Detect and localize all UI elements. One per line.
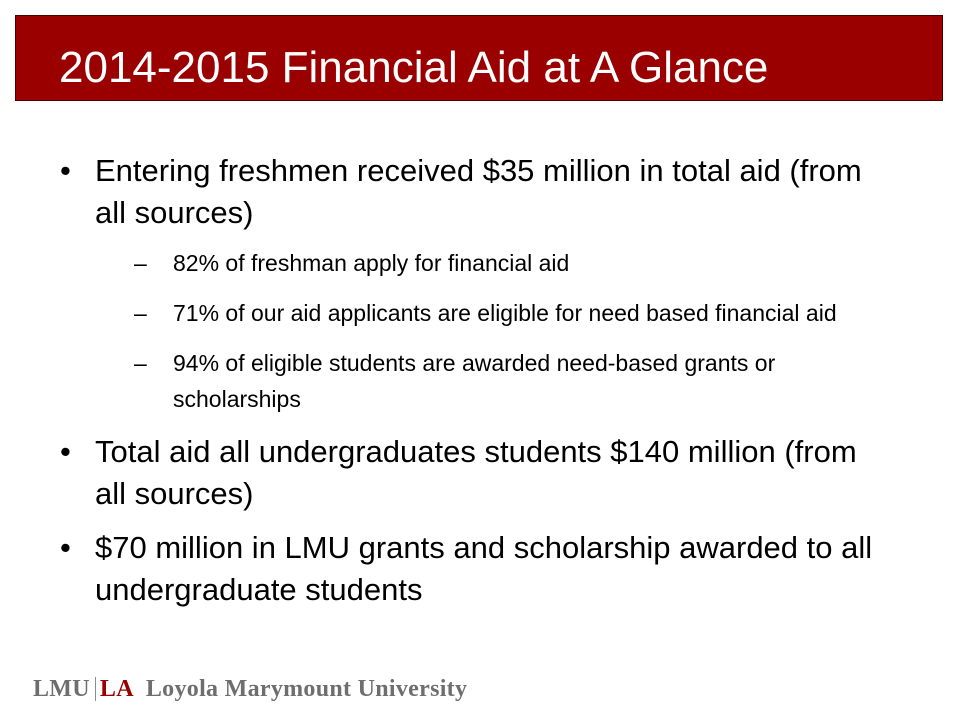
logo-divider <box>95 677 96 701</box>
bullet-text: Entering freshmen received $35 million in total aid (from all sources) <box>95 153 862 230</box>
logo-lmu-text: LMU <box>33 676 90 702</box>
bullet-item <box>60 431 880 515</box>
bullet-dot-icon: • <box>60 153 71 188</box>
slide-title: 2014-2015 Financial Aid at A Glance <box>59 43 769 92</box>
sub-bullet-text: 94% of eligible students are awarded need-based grants or scholarships <box>173 350 776 412</box>
university-name: Loyola Marymount University <box>145 676 468 702</box>
dash-icon: – <box>134 350 147 376</box>
sub-bullet-item <box>95 345 880 417</box>
sub-bullet-item <box>95 295 880 331</box>
bullet-item <box>60 527 880 611</box>
bullet-dot-icon: • <box>60 530 71 565</box>
university-logo <box>33 674 467 704</box>
sub-bullet-text: 71% of our aid applicants are eligible for need based financial aid <box>173 300 837 326</box>
bullet-text: Total aid all undergraduates students $140 million (from all sources) <box>95 434 857 511</box>
dash-icon: – <box>134 300 147 326</box>
sub-bullet-list <box>95 245 880 417</box>
bullet-text: $70 million in LMU grants and scholarship awarded to all undergraduate students <box>95 530 873 607</box>
bullet-item <box>60 150 880 417</box>
sub-bullet-text: 82% of freshman apply for financial aid <box>173 250 570 276</box>
sub-bullet-item <box>95 245 880 281</box>
dash-icon: – <box>134 250 147 276</box>
slide-content <box>60 150 880 611</box>
title-banner <box>15 15 943 101</box>
logo-la-text: LA <box>99 676 134 702</box>
bullet-dot-icon: • <box>60 434 71 469</box>
